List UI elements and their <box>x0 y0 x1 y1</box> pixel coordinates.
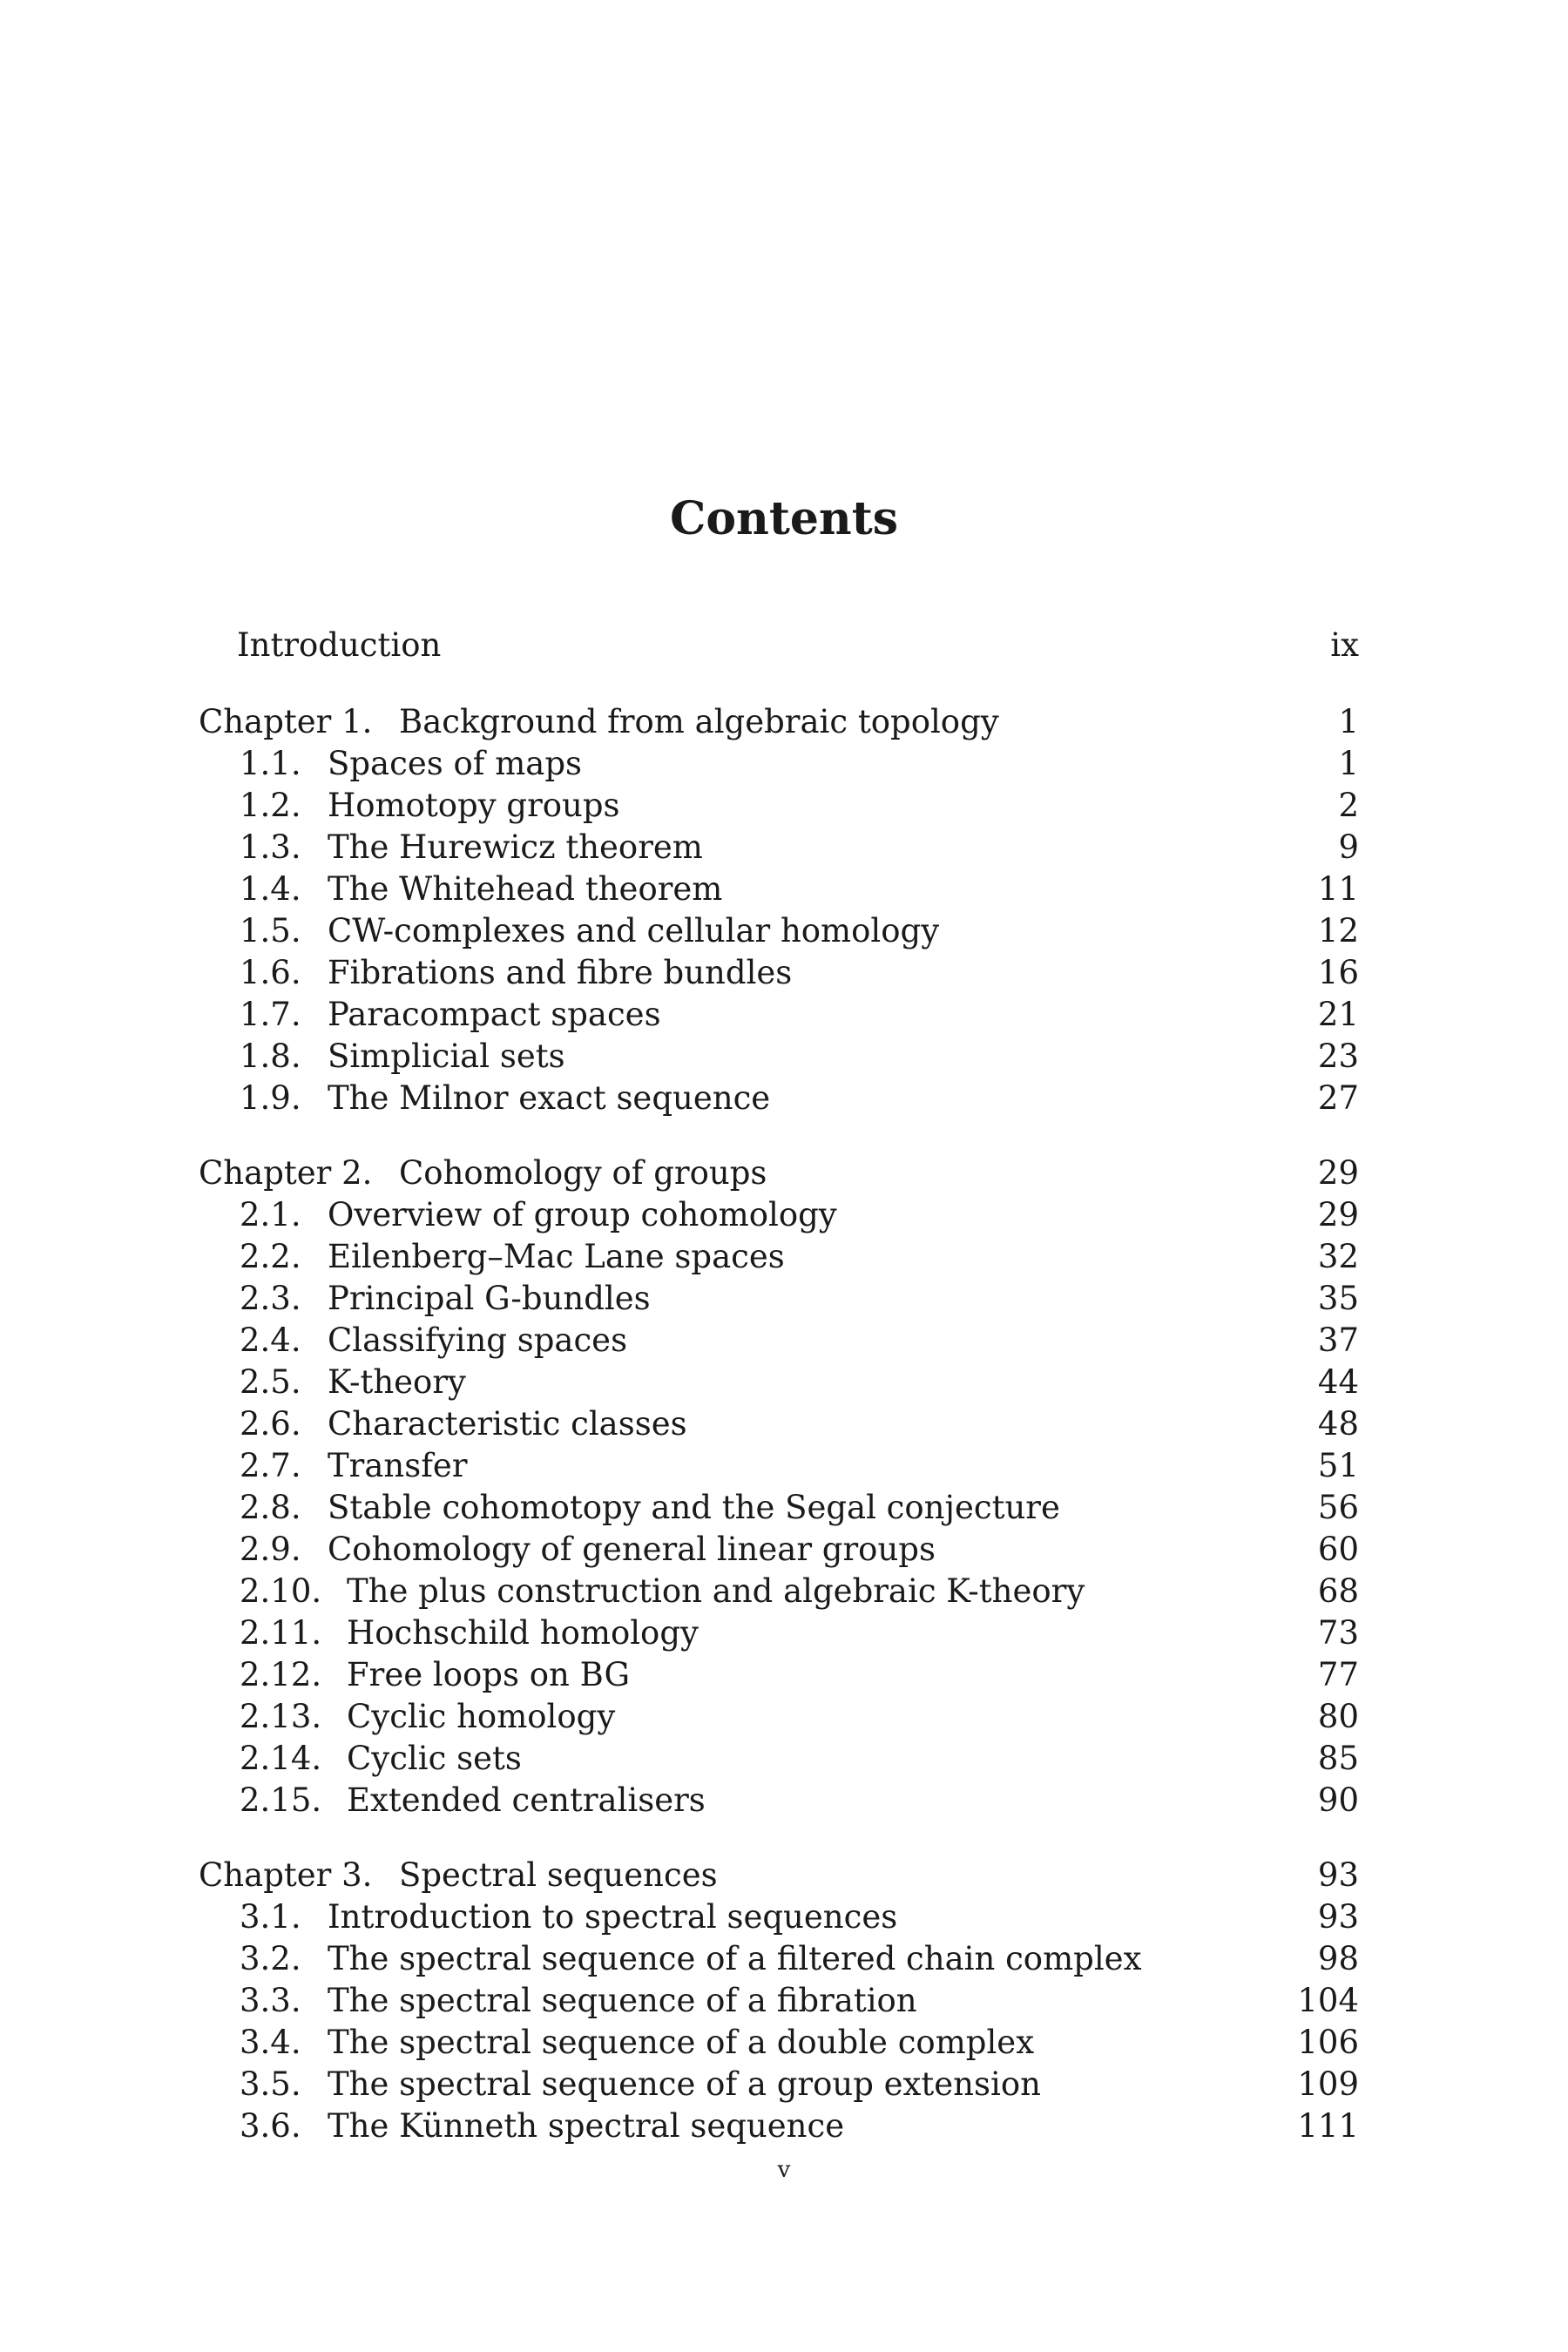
toc-section-row[interactable] <box>0 952 1568 994</box>
toc-section-title: The Hurewicz theorem <box>328 828 703 866</box>
toc-section-number: 3.6. <box>240 2107 301 2145</box>
toc-intro-title: Introduction <box>237 626 442 664</box>
toc-section-number: 1.4. <box>240 870 301 908</box>
toc-section-number: 2.14. <box>240 1740 322 1777</box>
toc-section-row[interactable] <box>0 1654 1568 1696</box>
toc-intro-page: ix <box>1330 626 1359 664</box>
toc-section-title: Hochschild homology <box>347 1614 699 1652</box>
toc-section-title: Fibrations and fibre bundles <box>328 954 793 991</box>
toc-section-page: 98 <box>1317 1940 1359 1977</box>
toc-section-row[interactable] <box>0 743 1568 785</box>
toc-section-page: 2 <box>1338 787 1359 824</box>
toc-section-number: 3.4. <box>240 2024 301 2061</box>
toc-section-title: The Whitehead theorem <box>328 870 723 908</box>
toc-section-number: 2.5. <box>240 1363 301 1401</box>
toc-section-page: 37 <box>1317 1321 1359 1359</box>
toc-section-page: 16 <box>1317 954 1359 991</box>
toc-section-page: 106 <box>1297 2024 1359 2061</box>
toc-section-title: Cohomology of general linear groups <box>328 1531 936 1568</box>
toc-section-page: 29 <box>1317 1196 1359 1233</box>
toc-section-row[interactable] <box>0 1738 1568 1780</box>
toc-intro-row[interactable] <box>0 625 1568 666</box>
toc-section-row[interactable] <box>0 1403 1568 1445</box>
toc-section-number: 2.4. <box>240 1321 301 1359</box>
toc-chapter-title: Background from algebraic topology <box>399 703 999 740</box>
toc-section-page: 21 <box>1317 996 1359 1033</box>
toc-chapter-page: 93 <box>1317 1856 1359 1894</box>
toc-section-page: 68 <box>1317 1572 1359 1610</box>
toc-section-title: The plus construction and algebraic K-theory <box>347 1572 1085 1610</box>
toc-section-title: Extended centralisers <box>347 1781 706 1819</box>
toc-section-title: The spectral sequence of a filtered chain complex <box>328 1940 1142 1977</box>
toc-section-page: 35 <box>1317 1280 1359 1317</box>
toc-section-row[interactable] <box>0 2064 1568 2105</box>
toc-section-title: The Milnor exact sequence <box>328 1079 771 1117</box>
toc-section-row[interactable] <box>0 1938 1568 1980</box>
toc-section-number: 1.1. <box>240 745 301 782</box>
toc-section-row[interactable] <box>0 1362 1568 1403</box>
toc-section-page: 85 <box>1317 1740 1359 1777</box>
toc-section-row[interactable] <box>0 994 1568 1036</box>
toc-section-number: 2.6. <box>240 1405 301 1443</box>
toc-chapter-title: Spectral sequences <box>399 1856 718 1894</box>
toc-section-title: The Künneth spectral sequence <box>328 2107 845 2145</box>
toc-section-page: 77 <box>1317 1656 1359 1693</box>
toc-chapter-2-row[interactable] <box>0 1152 1568 1194</box>
toc-section-row[interactable] <box>0 1236 1568 1278</box>
toc-chapter-title: Cohomology of groups <box>399 1154 767 1192</box>
toc-section-page: 32 <box>1317 1238 1359 1275</box>
toc-section-number: 3.3. <box>240 1982 301 2019</box>
toc-section-title: K-theory <box>328 1363 466 1401</box>
toc-section-number: 3.1. <box>240 1898 301 1936</box>
toc-section-title: The spectral sequence of a fibration <box>328 1982 917 2019</box>
toc-section-number: 2.2. <box>240 1238 301 1275</box>
toc-section-page: 23 <box>1317 1037 1359 1075</box>
toc-section-row[interactable] <box>0 827 1568 868</box>
toc-section-row[interactable] <box>0 1320 1568 1362</box>
toc-section-page: 104 <box>1297 1982 1359 2019</box>
toc-section-row[interactable] <box>0 1278 1568 1320</box>
toc-section-page: 109 <box>1297 2065 1359 2103</box>
toc-section-title: The spectral sequence of a double complex <box>328 2024 1035 2061</box>
toc-section-number: 3.2. <box>240 1940 301 1977</box>
toc-section-page: 27 <box>1317 1079 1359 1117</box>
toc-section-number: 3.5. <box>240 2065 301 2103</box>
toc-section-page: 44 <box>1317 1363 1359 1401</box>
toc-chapter-page: 29 <box>1317 1154 1359 1192</box>
toc-section-page: 48 <box>1317 1405 1359 1443</box>
toc-section-title: Paracompact spaces <box>328 996 661 1033</box>
toc-section-row[interactable] <box>0 785 1568 827</box>
toc-chapter-page: 1 <box>1338 703 1359 740</box>
toc-section-title: Cyclic sets <box>347 1740 522 1777</box>
toc-section-page: 56 <box>1317 1489 1359 1526</box>
toc-section-number: 2.1. <box>240 1196 301 1233</box>
toc-section-title: Transfer <box>328 1447 468 1484</box>
toc-section-page: 1 <box>1338 745 1359 782</box>
toc-section-title: Overview of group cohomology <box>328 1196 837 1233</box>
toc-section-title: Cyclic homology <box>347 1698 616 1735</box>
toc-chapter-3-row[interactable] <box>0 1855 1568 1896</box>
toc-section-number: 1.2. <box>240 787 301 824</box>
toc-chapter-1-row[interactable] <box>0 701 1568 743</box>
toc-section-page: 90 <box>1317 1781 1359 1819</box>
toc-chapter-label: Chapter 3. <box>199 1856 373 1894</box>
toc-section-title: Principal G-bundles <box>328 1280 651 1317</box>
toc-section-page: 11 <box>1317 870 1359 908</box>
toc-section-number: 1.6. <box>240 954 301 991</box>
toc-section-page: 111 <box>1297 2107 1359 2145</box>
toc-section-number: 1.8. <box>240 1037 301 1075</box>
toc-section-row[interactable] <box>0 1078 1568 1119</box>
toc-section-number: 1.9. <box>240 1079 301 1117</box>
toc-section-row[interactable] <box>0 2105 1568 2147</box>
toc-section-row[interactable] <box>0 1571 1568 1612</box>
toc-section-row[interactable] <box>0 1445 1568 1487</box>
toc-section-row[interactable] <box>0 2022 1568 2064</box>
toc-section-title: Stable cohomotopy and the Segal conjecture <box>328 1489 1060 1526</box>
toc-section-title: Spaces of maps <box>328 745 583 782</box>
toc-section-page: 12 <box>1317 912 1359 950</box>
toc-section-row[interactable] <box>0 1612 1568 1654</box>
toc-section-title: Characteristic classes <box>328 1405 687 1443</box>
toc-section-page: 9 <box>1338 828 1359 866</box>
toc-section-page: 51 <box>1317 1447 1359 1484</box>
toc-section-title: Simplicial sets <box>328 1037 565 1075</box>
toc-section-page: 80 <box>1317 1698 1359 1735</box>
toc-section-row[interactable] <box>0 1980 1568 2022</box>
toc-section-title: Homotopy groups <box>328 787 620 824</box>
toc-section-number: 2.13. <box>240 1698 322 1735</box>
toc-section-row[interactable] <box>0 1194 1568 1236</box>
toc-section-title: CW-complexes and cellular homology <box>328 912 940 950</box>
toc-chapter-label: Chapter 1. <box>199 703 373 740</box>
toc-section-number: 2.8. <box>240 1489 301 1526</box>
toc-section-row[interactable] <box>0 1696 1568 1738</box>
toc-section-number: 2.11. <box>240 1614 322 1652</box>
toc-section-title: Eilenberg–Mac Lane spaces <box>328 1238 785 1275</box>
toc-section-row[interactable] <box>0 1780 1568 1821</box>
toc-section-number: 2.3. <box>240 1280 301 1317</box>
toc-section-number: 2.12. <box>240 1656 322 1693</box>
toc-section-row[interactable] <box>0 1487 1568 1529</box>
toc-section-page: 73 <box>1317 1614 1359 1652</box>
toc-section-title: Classifying spaces <box>328 1321 628 1359</box>
toc-section-number: 2.15. <box>240 1781 322 1819</box>
toc-section-row[interactable] <box>0 1896 1568 1938</box>
toc-section-number: 1.3. <box>240 828 301 866</box>
toc-section-number: 1.7. <box>240 996 301 1033</box>
toc-section-number: 2.7. <box>240 1447 301 1484</box>
toc-section-row[interactable] <box>0 868 1568 910</box>
toc-section-row[interactable] <box>0 1529 1568 1571</box>
toc-section-row[interactable] <box>0 1036 1568 1078</box>
toc-section-row[interactable] <box>0 910 1568 952</box>
toc-section-title: Introduction to spectral sequences <box>328 1898 898 1936</box>
toc-section-number: 2.9. <box>240 1531 301 1568</box>
toc-section-number: 1.5. <box>240 912 301 950</box>
toc-chapter-label: Chapter 2. <box>199 1154 373 1192</box>
page-title: Contents <box>669 492 899 545</box>
toc-section-page: 60 <box>1317 1531 1359 1568</box>
page-number: v <box>777 2157 791 2183</box>
toc-section-number: 2.10. <box>240 1572 322 1610</box>
toc-section-title: The spectral sequence of a group extension <box>328 2065 1041 2103</box>
toc-section-page: 93 <box>1317 1898 1359 1936</box>
toc-section-title: Free loops on BG <box>347 1656 631 1693</box>
